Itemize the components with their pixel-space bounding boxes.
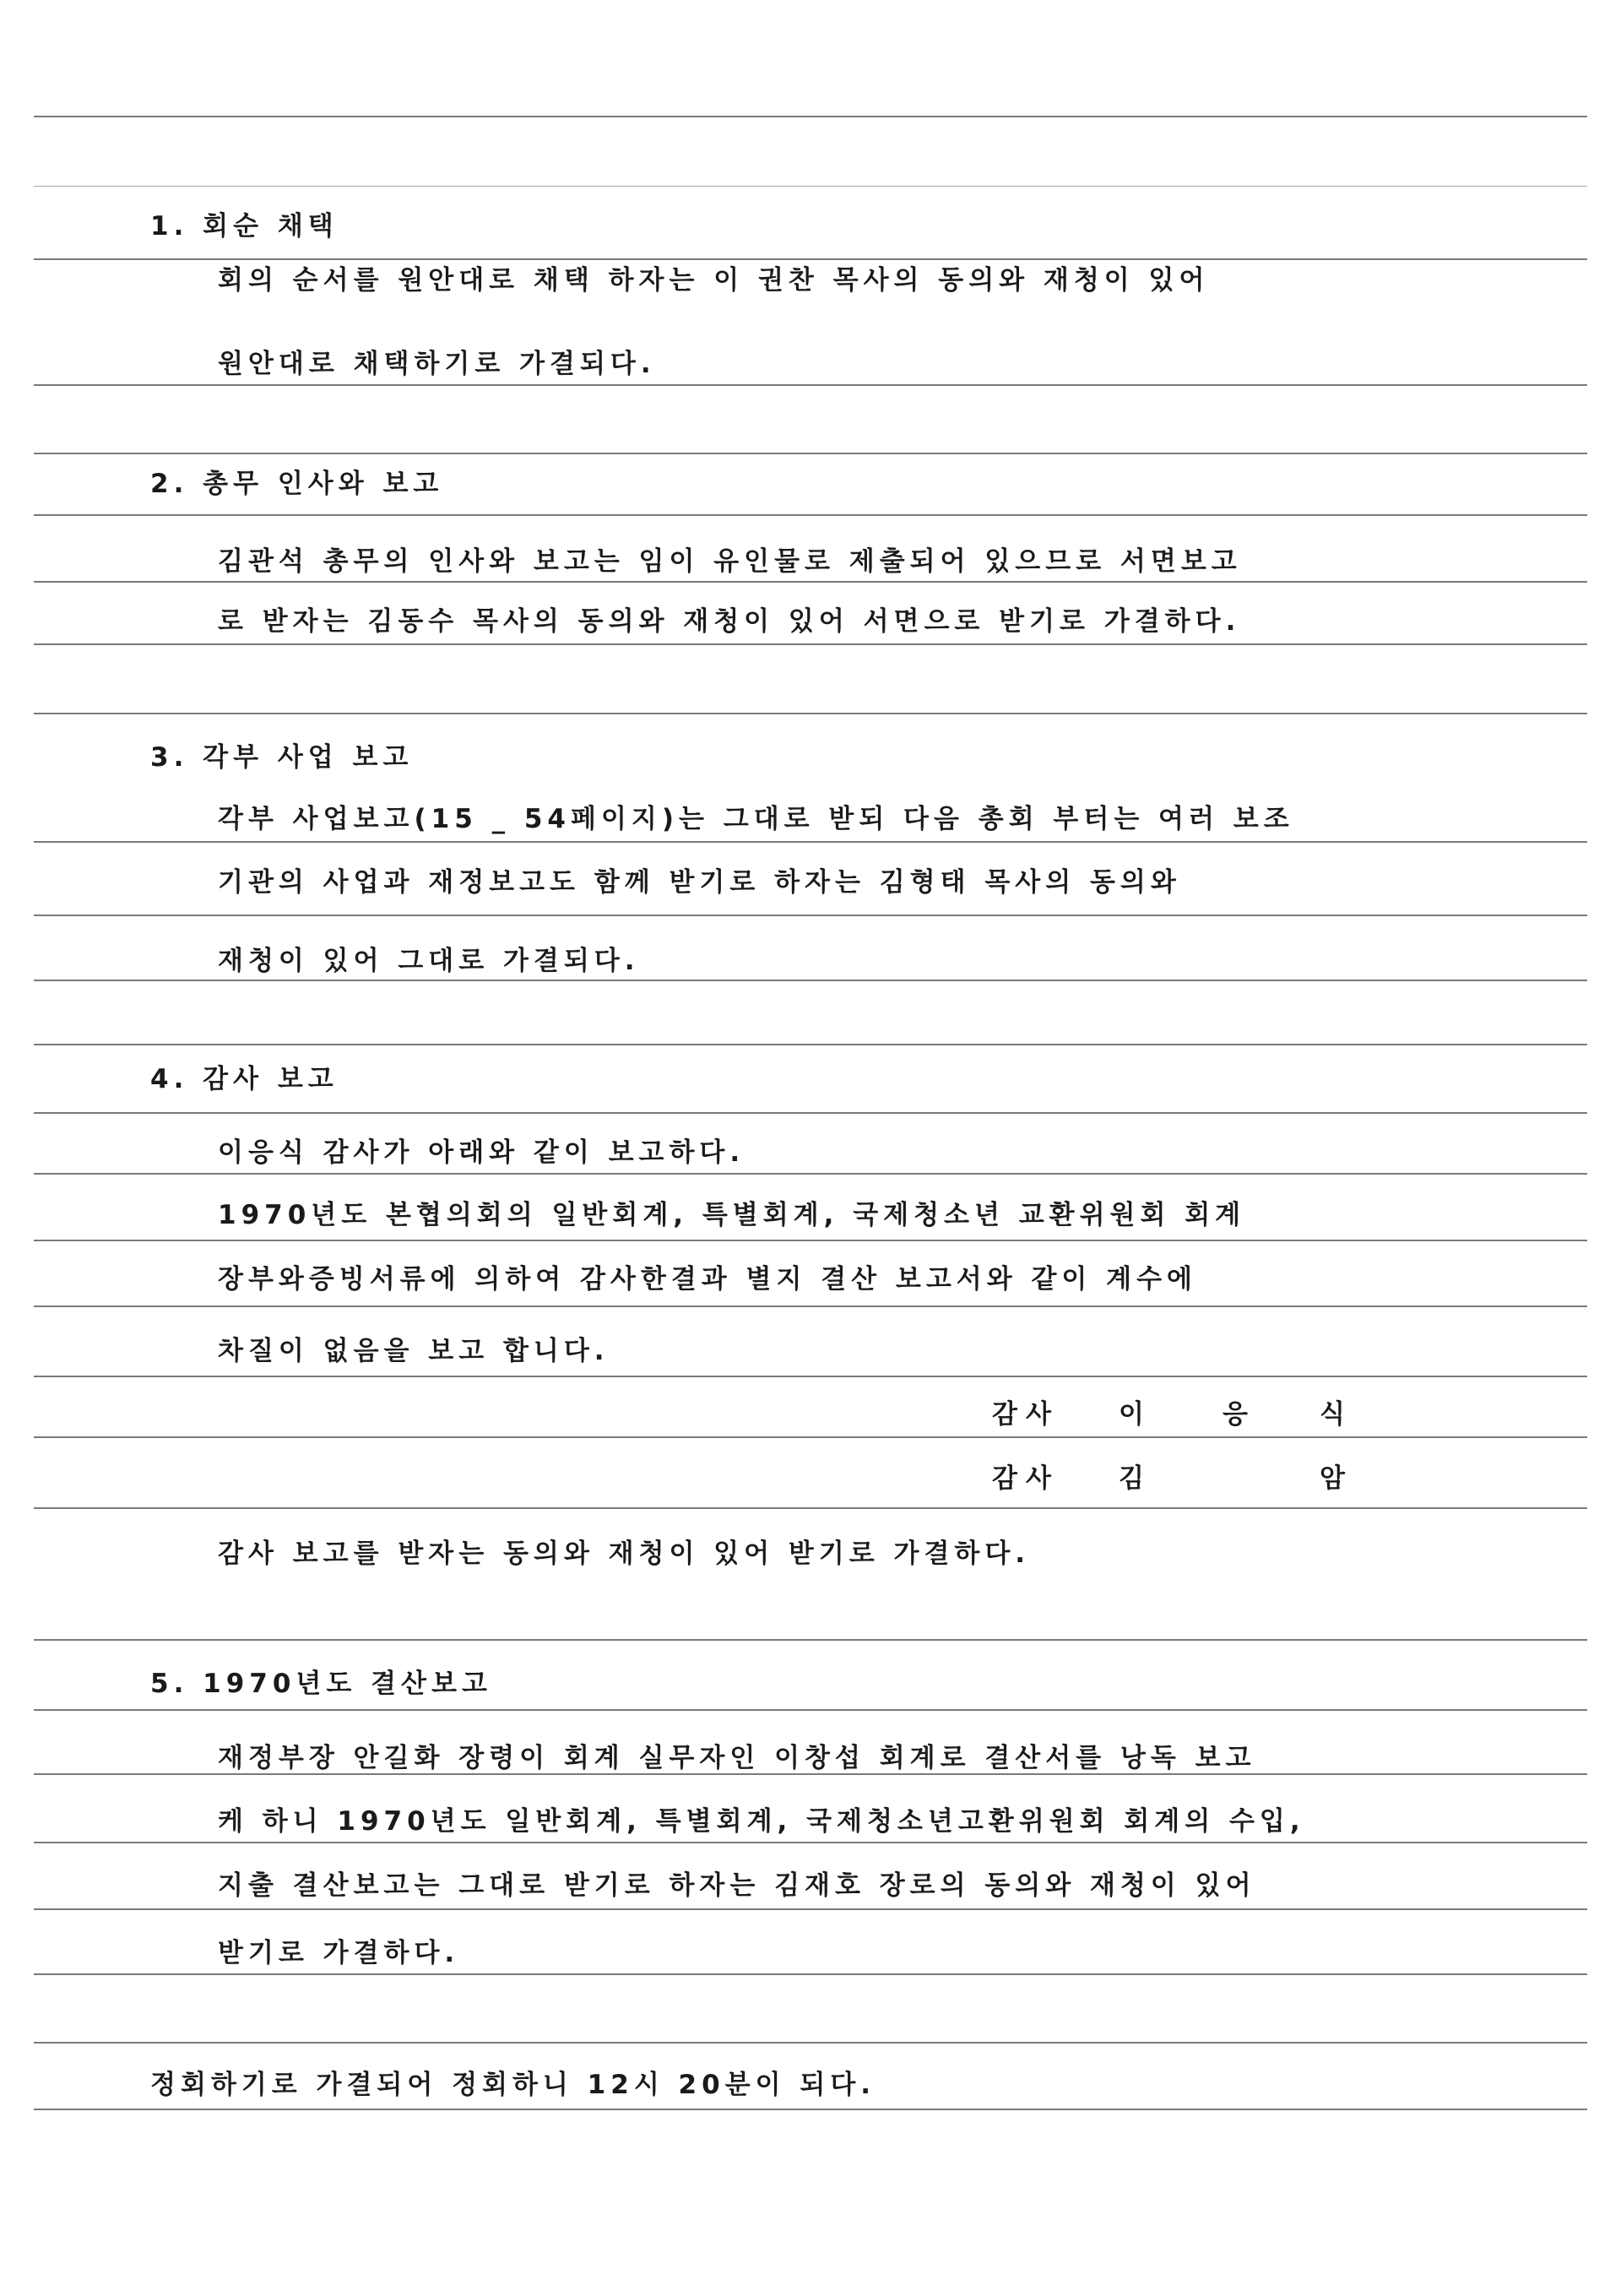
section-line: 감사 보고를 받자는 동의와 재청이 있어 받기로 가결하다. bbox=[218, 1539, 1031, 1569]
ruled-line bbox=[34, 1639, 1587, 1641]
section-line: 이응식 감사가 아래와 같이 보고하다. bbox=[218, 1137, 745, 1168]
section-heading: 4. 감사 보고 bbox=[150, 1064, 339, 1094]
section-line: 김관석 총무의 인사와 보고는 임이 유인물로 제출되어 있으므로 서면보고 bbox=[218, 546, 1242, 577]
section-heading: 5. 1970년도 결산보고 bbox=[150, 1669, 492, 1699]
signature-name-char: 암 bbox=[1320, 1463, 1345, 1494]
signature-title: 감사 bbox=[992, 1399, 1060, 1430]
section-heading: 2. 총무 인사와 보고 bbox=[150, 469, 444, 499]
ruled-line bbox=[34, 2042, 1587, 2044]
section-line: 지출 결산보고는 그대로 받기로 하자는 김재호 장로의 동의와 재청이 있어 bbox=[218, 1870, 1256, 1901]
section-line: 재청이 있어 그대로 가결되다. bbox=[218, 946, 640, 976]
signature-name-char: 이 bbox=[1119, 1399, 1144, 1430]
ruled-line bbox=[34, 980, 1587, 981]
section-line: 받기로 가결하다. bbox=[218, 1938, 460, 1968]
signature-name-char: 응 bbox=[1223, 1399, 1248, 1430]
section-line: 차질이 없음을 보고 합니다. bbox=[218, 1336, 610, 1366]
signature-name-char: 김 bbox=[1119, 1463, 1144, 1494]
ruled-line bbox=[34, 186, 1587, 187]
ruled-line bbox=[34, 1908, 1587, 1910]
section-line: 장부와증빙서류에 의하여 감사한결과 별지 결산 보고서와 같이 계수에 bbox=[218, 1264, 1197, 1295]
signature-name-char: 식 bbox=[1320, 1399, 1345, 1430]
signature-title: 감사 bbox=[992, 1463, 1060, 1494]
section-line: 원안대로 채택하기로 가결되다. bbox=[218, 349, 656, 379]
ruled-line bbox=[34, 2109, 1587, 2110]
ruled-line bbox=[34, 1173, 1587, 1175]
section-heading: 3. 각부 사업 보고 bbox=[150, 742, 414, 773]
ruled-line bbox=[34, 384, 1587, 386]
section-line: 재정부장 안길화 장령이 회계 실무자인 이창섭 회계로 결산서를 낭독 보고 bbox=[218, 1743, 1256, 1773]
ruled-line bbox=[34, 841, 1587, 843]
section-line: 로 받자는 김동수 목사의 동의와 재청이 있어 서면으로 받기로 가결하다. bbox=[218, 606, 1241, 637]
ruled-line bbox=[34, 643, 1587, 645]
ruled-line bbox=[34, 453, 1587, 454]
ruled-line bbox=[34, 1436, 1587, 1438]
section-line: 기관의 사업과 재정보고도 함께 받기로 하자는 김형태 목사의 동의와 bbox=[218, 867, 1181, 898]
ruled-line bbox=[34, 1842, 1587, 1843]
ruled-line bbox=[34, 1044, 1587, 1045]
ruled-line bbox=[34, 116, 1587, 117]
ruled-line bbox=[34, 514, 1587, 516]
section-heading: 1. 회순 채택 bbox=[150, 211, 339, 242]
section-line: 1970년도 본협의회의 일반회계, 특별회계, 국제청소년 교환위원회 회계 bbox=[218, 1200, 1246, 1230]
ruled-line bbox=[34, 1376, 1587, 1377]
closing-line: 정회하기로 가결되어 정회하니 12시 20분이 되다. bbox=[150, 2070, 876, 2100]
ruled-line bbox=[34, 1240, 1587, 1241]
ruled-line bbox=[34, 915, 1587, 916]
ruled-line bbox=[34, 1507, 1587, 1509]
ruled-line bbox=[34, 1709, 1587, 1711]
ruled-line bbox=[34, 581, 1587, 583]
section-line: 회의 순서를 원안대로 채택 하자는 이 권찬 목사의 동의와 재청이 있어 bbox=[218, 265, 1210, 296]
ruled-line bbox=[34, 1973, 1587, 1975]
section-line: 각부 사업보고(15 _ 54페이지)는 그대로 받되 다음 총회 부터는 여러 보조 bbox=[218, 804, 1294, 834]
ruled-line bbox=[34, 713, 1587, 714]
ruled-line bbox=[34, 1305, 1587, 1307]
ruled-line bbox=[34, 258, 1587, 260]
ruled-line bbox=[34, 1112, 1587, 1114]
section-line: 케 하니 1970년도 일반회계, 특별회계, 국제청소년고환위원회 회계의 수입, bbox=[218, 1806, 1305, 1837]
